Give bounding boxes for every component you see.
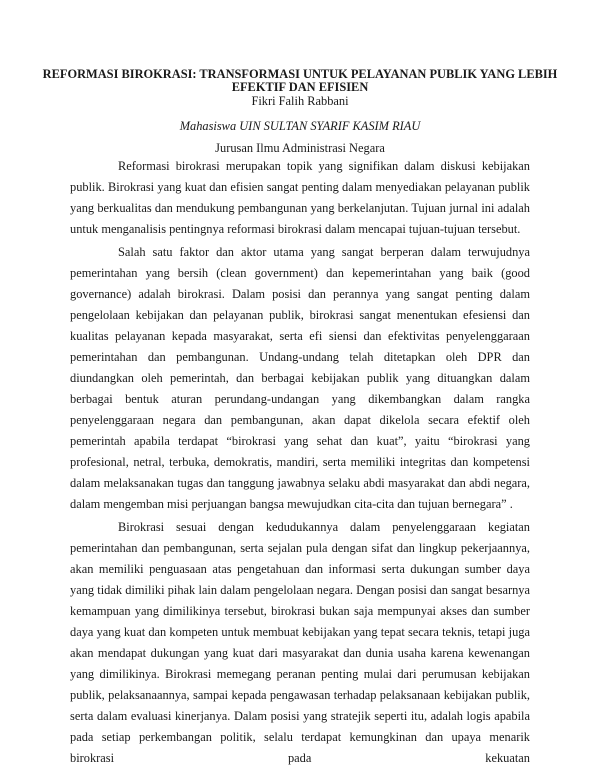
author-name: Fikri Falih Rabbani xyxy=(251,94,349,108)
author-department: Jurusan Ilmu Administrasi Negara xyxy=(215,141,385,155)
author-affiliation: Mahasiswa UIN SULTAN SYARIF KASIM RIAU xyxy=(179,119,421,133)
paragraph-2: Salah satu faktor dan aktor utama yang sangat berperan dalam terwujudnya pemerintahan yang bersih (clean government) dan kepemerintahan yang baik (good governance) adalah birokrasi. Dalam posisi dan perannya yang sangat penting dalam pengelolaan kebijakan dan pelayanan publik, birokrasi sangat menentukan efesiensi dan kualitas pelayanan kepada masyarakat, serta efi siensi dan efektivitas penyelenggaraan pemerintahan dan pembangunan. Undang-undang telah ditetapkan oleh DPR dan diundangkan oleh pemerintah, dan berbagai kebijakan publik yang dituangkan dalam berbagai bentuk aturan perundang-undangan yang dikembangkan dalam rangka penyelenggaraan negara dan pembangunan, akan dapat dikelola secara efektif oleh pemerintah apabila terdapat “birokrasi yang sehat dan kuat”, yaitu “birokrasi yang profesional, netral, terbuka, demokratis, mandiri, serta memiliki integritas dan kompetensi dalam melaksanakan tugas dan tanggung jawabnya selaku abdi masyarakat dan abdi negara, dalam mengemban misi perjuangan bangsa mewujudkan cita-cita dan tujuan bernegara” . xyxy=(70,245,530,511)
body-text xyxy=(70,156,530,769)
paragraph-3: Birokrasi sesuai dengan kedudukannya dalam penyelenggaraan kegiatan pemerintahan dan pembangunan, serta sejalan pula dengan sifat dan lingkup pekerjaannya, akan memiliki penguasaan atas pengetahuan dan informasi serta dukungan sumber daya yang tidak dimiliki pihak lain dalam pengelolaan negara. Dengan posisi dan sangat besarnya kemampuan yang dimilikinya tersebut, birokrasi bukan saja mempunyai akses dan sumber daya yang kuat dan kompeten untuk membuat kebijakan yang tepat secara teknis, tetapi juga akan mendapat dukungan yang kuat dari masyarakat dan dunia usaha karena kewenangan yang dimilikinya. Birokrasi memegang peranan penting mulai dari perumusan kebijakan publik, pelaksanaannya, sampai kepada pengawasan terhadap pelaksanaan kebijakan publik, serta dalam evaluasi kinerjanya. Dalam posisi yang stratejik seperti itu, adalah logis apabila pada setiap perkembangan politik, selalu terdapat kemungkinan dan upaya menarik birokrasi pada kekuatan xyxy=(70,520,530,765)
paper-title: REFORMASI BIROKRASI: TRANSFORMASI UNTUK PELAYANAN PUBLIK YANG LEBIH EFEKTIF DAN EFISIEN xyxy=(42,67,558,94)
paragraph-1: Reformasi birokrasi merupakan topik yang signifikan dalam diskusi kebijakan publik. Birokrasi yang kuat dan efisien sangat penting dalam menyediakan pelayanan publik yang berkualitas dan mendukung pembangunan yang berkelanjutan. Tujuan jurnal ini adalah untuk menganalisis pentingnya reformasi birokrasi dalam mencapai tujuan-tujuan tersebut. xyxy=(70,159,530,236)
